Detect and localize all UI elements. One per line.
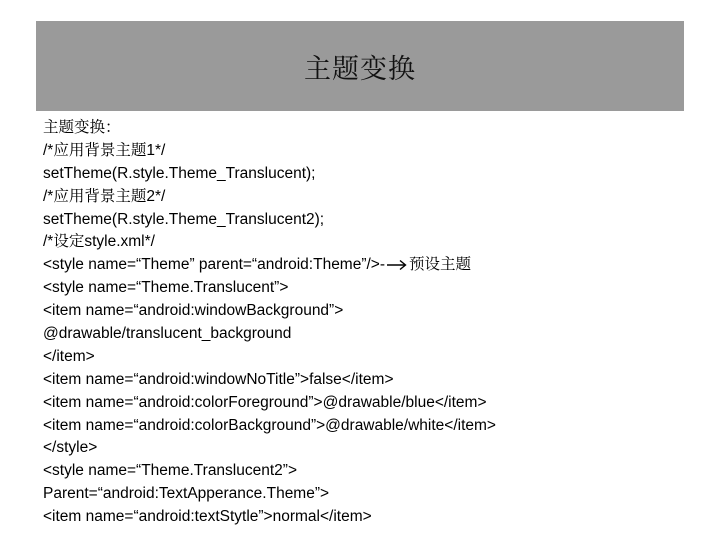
body-line-13: <item name=“android:colorForeground”>@drawable/blue</item> [43, 393, 487, 411]
body-line-6: /*设定style.xml*/ [43, 233, 155, 251]
body-line-10: @drawable/translucent_background [43, 325, 292, 343]
preset-theme-label: 预设主题 [409, 256, 472, 274]
body-line-15: </style> [43, 439, 98, 457]
body-line-3: setTheme(R.style.Theme_Translucent); [43, 164, 316, 182]
body-line-18: <item name=“android:textStytle”>normal</item> [43, 508, 372, 526]
title-bar [36, 21, 684, 111]
body-line-17: Parent=“android:TextApperance.Theme”> [43, 485, 330, 503]
body-line-16: <style name=“Theme.Translucent2”> [43, 462, 298, 480]
right-arrow-icon [386, 259, 408, 271]
slide-title: 主题变换 [304, 53, 416, 85]
body-line-5: setTheme(R.style.Theme_Translucent2); [43, 210, 325, 228]
body-line-2: /*应用背景主题1*/ [43, 141, 166, 159]
body-line-8: <style name=“Theme.Translucent”> [43, 279, 289, 297]
body-line-9: <item name=“android:windowBackground”> [43, 302, 344, 320]
style-theme-code: <style name=“Theme” parent=“android:Theme”/>- [43, 256, 386, 274]
body-line-11: </item> [43, 347, 95, 365]
body-line-4: /*应用背景主题2*/ [43, 187, 166, 205]
body-line-7 [43, 254, 683, 277]
slide-body [43, 117, 683, 529]
body-line-12: <item name=“android:windowNoTitle”>false</item> [43, 370, 394, 388]
body-line-14: <item name=“android:colorBackground”>@drawable/white</item> [43, 416, 496, 434]
body-line-1: 主题变换： [43, 119, 121, 136]
